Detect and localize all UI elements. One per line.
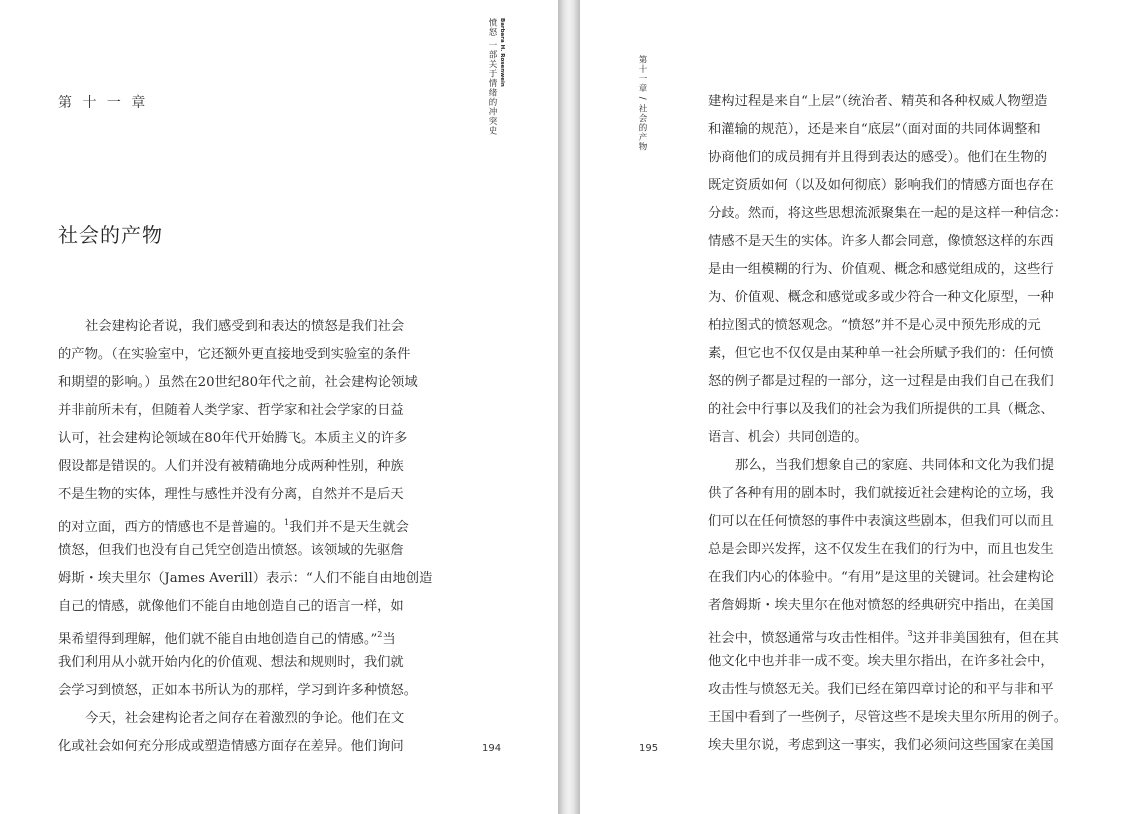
text-line: 柏拉图式的愤怒观念。“愤怒”并不是心灵中预先形成的元 xyxy=(708,318,1041,333)
text-line: 的对立面，西方的情感也不是普遍的。$^1$我们并不是天生就会 xyxy=(58,518,409,535)
text-line: 假设都是错误的。人们并没有被精确地分成两种性别，种族 xyxy=(58,459,404,474)
text-line: 姆斯・埃夫里尔（James Averill）表示：“人们不能自由地创造 xyxy=(58,571,433,586)
text-line: 社会建构论者说，我们感受到和表达的愤怒是我们社会 xyxy=(85,319,405,334)
text-line: 怒的例子都是过程的一部分，这一过程是由我们自己在我们 xyxy=(708,374,1054,389)
text-line: 的产物。（在实验室中，它还额外更直接地受到实验室的条件 xyxy=(58,347,411,362)
left-body-text xyxy=(58,313,433,761)
text-line: 会学习到愤怒，正如本书所认为的那样，学习到许多种愤怒。 xyxy=(58,683,418,698)
text-line: 愤怒，但我们也没有自己凭空创造出愤怒。该领域的先驱詹 xyxy=(58,543,404,558)
chapter-label: 第 十 一 章 xyxy=(58,95,149,111)
text-line: 建构过程是来自“上层”（统治者、精英和各种权威人物塑造 xyxy=(708,94,1048,109)
text-line: 语言、机会）共同创造的。 xyxy=(708,430,868,445)
left-page xyxy=(0,0,558,814)
text-line: 和期望的影响。）虽然在20世纪80年代之前，社会建构论领域 xyxy=(58,375,418,390)
book-gutter xyxy=(558,0,580,814)
page-number-left: 194 xyxy=(482,743,502,754)
section-title: 社会的产物 xyxy=(58,223,163,247)
running-head-book-title: 愤怒 一部关于情绪的冲突史 xyxy=(487,18,497,136)
text-line: 果希望得到理解，他们就不能自由地创造自己的情感。”$^2$当 xyxy=(58,630,396,647)
text-line: 既定资质如何（以及如何彻底）影响我们的情感方面也存在 xyxy=(708,178,1054,193)
footnote-marker[interactable]: 2 xyxy=(377,630,383,639)
text-line: 自己的情感，就像他们不能自由地创造自己的语言一样，如 xyxy=(58,599,404,614)
text-line: 者詹姆斯・埃夫里尔在他对愤怒的经典研究中指出，在美国 xyxy=(708,598,1054,613)
text-line: 总是会即兴发挥，这不仅发生在我们的行为中，而且也发生 xyxy=(708,542,1054,557)
text-line: 我们利用从小就开始内化的价值观、想法和规则时，我们就 xyxy=(58,655,404,670)
text-line: 供了各种有用的剧本时，我们就接近社会建构论的立场，我 xyxy=(708,486,1054,501)
right-body-text xyxy=(708,88,1083,760)
text-line: 为、价值观、概念和感觉或多或少符合一种文化原型，一种 xyxy=(708,290,1054,305)
footnote-marker[interactable]: 3 xyxy=(907,629,913,638)
text-line: 分歧。然而，将这些思想流派聚集在一起的是这样一种信念： xyxy=(708,206,1068,221)
footnote-marker[interactable]: 1 xyxy=(284,518,290,527)
text-line: 不是生物的实体，理性与感性并没有分离，自然并不是后天 xyxy=(58,487,404,502)
text-line: 攻击性与愤怒无关。我们已经在第四章讨论的和平与非和平 xyxy=(708,682,1054,697)
text-line: 的社会中行事以及我们的社会为我们所提供的工具（概念、 xyxy=(708,402,1054,417)
text-line: 是由一组模糊的行为、价值观、概念和感觉组成的，这些行 xyxy=(708,262,1054,277)
text-line: 并非前所未有，但随着人类学家、哲学家和社会学家的日益 xyxy=(58,403,404,418)
text-line: 素，但它也不仅仅是由某种单一社会所赋予我们的：任何愤 xyxy=(708,346,1054,361)
text-line: 化或社会如何充分形成或塑造情感方面存在差异。他们询问 xyxy=(58,739,404,754)
text-line: 今天，社会建构论者之间存在着激烈的争论。他们在文 xyxy=(85,711,405,726)
text-line: 埃夫里尔说，考虑到这一事实，我们必须问这些国家在美国 xyxy=(708,738,1054,753)
text-line: 他文化中也并非一成不变。埃夫里尔指出，在许多社会中， xyxy=(708,654,1054,669)
text-line: 社会中，愤怒通常与攻击性相伴。$^3$这并非美国独有，但在其 xyxy=(708,629,1059,646)
text-line: 那么，当我们想象自己的家庭、共同体和文化为我们提 xyxy=(735,458,1055,473)
running-head-author: Barbara H. Rosenwein xyxy=(499,18,505,87)
text-line: 和灌输的规范），还是来自“底层”（面对面的共同体调整和 xyxy=(708,122,1041,137)
text-line: 们可以在任何愤怒的事件中表演这些剧本，但我们可以而且 xyxy=(708,514,1054,529)
text-line: 在我们内心的体验中。“有用”是这里的关键词。社会建构论 xyxy=(708,570,1055,585)
text-line: 认可，社会建构论领域在80年代开始腾飞。本质主义的许多 xyxy=(58,431,408,446)
running-head-chapter: 第十一章 / 社会的产物 xyxy=(637,55,647,152)
text-line: 王国中看到了一些例子，尽管这些不是埃夫里尔所用的例子。 xyxy=(708,710,1068,725)
text-line: 协商他们的成员拥有并且得到表达的感受）。他们在生物的 xyxy=(708,150,1048,165)
text-line: 情感不是天生的实体。许多人都会同意，像愤怒这样的东西 xyxy=(708,234,1054,249)
page-number-right: 195 xyxy=(639,743,659,754)
